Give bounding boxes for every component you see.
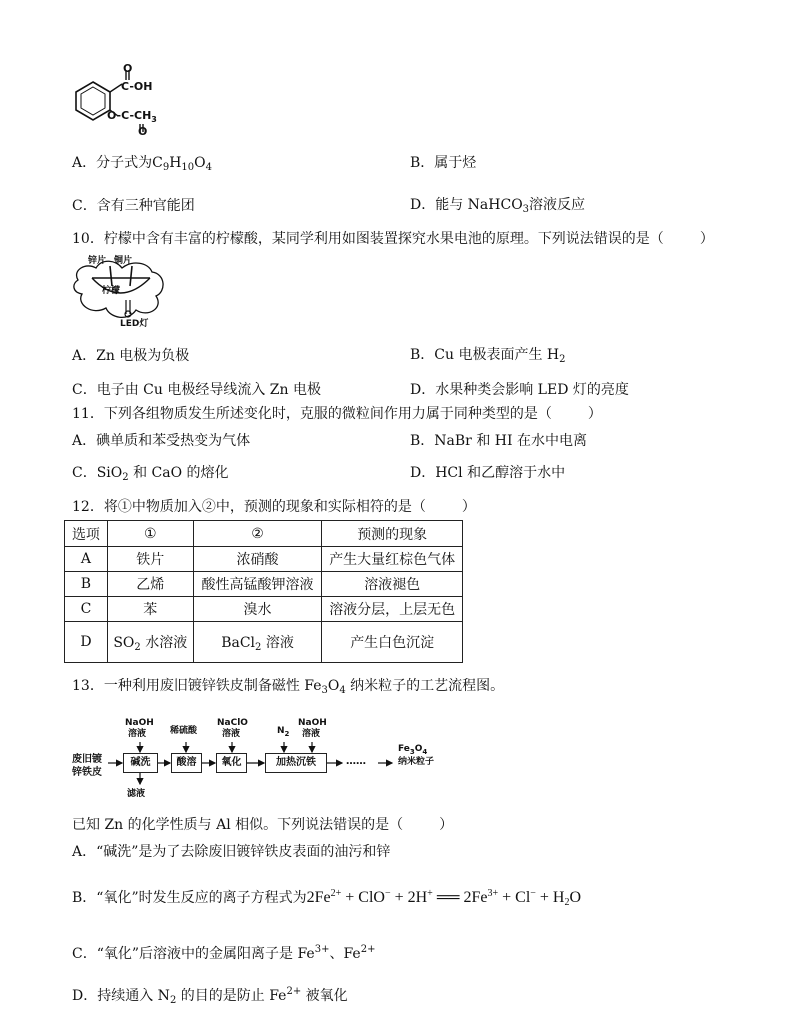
q10-option-a: A．Zn 电极为负极 <box>72 348 190 364</box>
q11-option-c <box>72 463 229 488</box>
q12-stem-end: ） <box>461 499 476 515</box>
q9-a-text: A．分子式为C <box>72 155 163 171</box>
q13-stem-text: 13．一种利用废旧镀锌铁皮制备磁性 Fe <box>72 678 322 694</box>
table-cell: 酸性高锰酸钾溶液 <box>193 572 322 597</box>
fig-lemon-label: 柠檬 <box>102 286 121 296</box>
q11-option-b: B．NaBr 和 HI 在水中电离 <box>410 433 587 449</box>
q10-stem <box>72 229 714 249</box>
q10-option-c: C．电子由 Cu 电极经导线流入 Zn 电极 <box>72 382 321 398</box>
flow-naoh2-label: NaOH <box>298 718 327 728</box>
cell-bacl2-sub: 2 <box>255 641 262 653</box>
q13-c-text: C．“氧化”后溶液中的金属阳离子是 Fe <box>72 946 315 962</box>
flow-naoh-label: NaOH <box>125 718 154 728</box>
q13-option-c <box>72 940 375 964</box>
flow-n2-sub: 2 <box>284 730 290 738</box>
table-cell: 产生白色沉淀 <box>322 622 463 663</box>
step-box-oxidation: 氧化 <box>216 753 247 773</box>
q13-c-sup1: 3+ <box>314 944 330 955</box>
cell-so2: SO <box>113 634 135 651</box>
q9-d-suffix: 溶液反应 <box>529 197 586 213</box>
eq-fe2-sup: 2+ <box>330 888 342 899</box>
process-flow-arrows <box>60 710 440 800</box>
q9-option-b: B．属于烃 <box>410 155 477 171</box>
q12-table <box>64 520 463 663</box>
table-cell: 产生大量红棕色气体 <box>322 547 463 572</box>
q9-a-sub3: 4 <box>205 162 213 173</box>
eq-o: O <box>569 889 582 906</box>
table-cell: 铁片 <box>107 547 193 572</box>
q13-d-text: D．持续通入 N <box>72 988 170 1004</box>
cell-so2-sub: 2 <box>134 641 141 653</box>
table-cell: 苯 <box>107 597 193 622</box>
table-cell: 乙烯 <box>107 572 193 597</box>
table-row <box>65 547 463 572</box>
step-box-heat-precipitate: 加热沉铁 <box>265 753 327 773</box>
q9-option-c: C．含有三种官能团 <box>72 198 195 214</box>
q13-stem-sub1: 3 <box>321 685 328 696</box>
q13-d-suffix: 被氧化 <box>301 988 348 1004</box>
q9-a-sub1: 9 <box>162 162 170 173</box>
flow-n2-text: N <box>277 726 285 736</box>
q13-d-sup: 2+ <box>286 986 302 997</box>
q13-stem <box>72 676 504 701</box>
cell-so2-suffix: 水溶液 <box>140 634 188 651</box>
flow-input-label-2: 锌铁皮 <box>72 767 102 778</box>
q9-d-sub: 3 <box>522 204 530 215</box>
q11-c-suffix: 和 CaO 的熔化 <box>128 465 229 481</box>
q11-stem <box>72 404 602 424</box>
q13-stem-o: O <box>327 678 340 694</box>
flow-product-formula <box>398 744 427 758</box>
flow-product-sub1: 3 <box>409 748 415 756</box>
table-row <box>65 622 463 663</box>
table-cell: D <box>65 622 108 663</box>
q13-b-text: B．“氧化”时发生反应的离子方程式为 <box>72 890 307 906</box>
eq-clo: + ClO <box>341 889 385 906</box>
table-row <box>65 572 463 597</box>
table-cell <box>193 622 322 663</box>
q12-stem <box>72 497 476 517</box>
q13-known-text: 已知 Zn 的化学性质与 Al 相似。下列说法错误的是（ <box>72 817 404 833</box>
flow-naclo-label: NaClO <box>217 718 248 728</box>
flow-product-o: O <box>414 744 423 754</box>
q11-c-text: C．SiO <box>72 465 123 481</box>
table-cell: 浓硝酸 <box>193 547 322 572</box>
table-row <box>65 597 463 622</box>
q13-known-end: ） <box>439 817 454 833</box>
flow-n2-label <box>277 726 289 740</box>
q10-b-sub: 2 <box>559 354 566 365</box>
q10-option-d: D．水果种类会影响 LED 灯的亮度 <box>410 382 629 398</box>
cell-bacl2-suffix: 溶液 <box>261 634 294 651</box>
q10-stem-end: ） <box>699 231 714 247</box>
table-cell <box>107 622 193 663</box>
eq-h2o: + H <box>535 889 565 906</box>
table-cell: C <box>65 597 108 622</box>
cell-bacl2: BaCl <box>221 634 256 651</box>
table-header-row <box>65 521 463 547</box>
q9-a-h: H <box>169 155 182 171</box>
q10-stem-text: 10．柠檬中含有丰富的柠檬酸，某同学利用如图装置探究水果电池的原理。下列说法错误的是（ <box>72 231 664 247</box>
flow-filtrate-label: 滤液 <box>127 789 146 799</box>
table-header: 选项 <box>65 521 108 547</box>
q9-option-d <box>410 195 585 220</box>
fig-cu-label: 铜片 <box>114 256 133 266</box>
aspirin-structure <box>66 62 176 142</box>
table-cell: 溶液分层，上层无色 <box>322 597 463 622</box>
fig-zn-label: 锌片 <box>88 256 107 266</box>
q13-option-b <box>72 884 581 913</box>
flow-naoh2-solution: 溶液 <box>302 729 321 739</box>
step-box-acid-dissolve: 酸溶 <box>171 753 202 773</box>
eq-fe3: 2Fe <box>463 889 488 906</box>
table-cell: B <box>65 572 108 597</box>
flow-product-sub2: 4 <box>422 748 428 756</box>
structure-ester-text: O-C-CH <box>107 109 152 122</box>
q13-c-mid: 、Fe <box>329 946 361 962</box>
q13-stem-suffix: 纳米粒子的工艺流程图。 <box>345 678 505 694</box>
structure-o-bottom: O <box>138 125 148 138</box>
q13-option-a: A．“碱洗”是为了去除废旧镀锌铁皮表面的油污和锌 <box>72 844 391 860</box>
q10-option-b <box>410 345 566 370</box>
eq-h-sup: + <box>427 888 433 899</box>
q9-d-text: D．能与 NaHCO <box>410 197 523 213</box>
flow-naoh-solution: 溶液 <box>128 729 147 739</box>
step-box-alkali-wash: 碱洗 <box>123 753 158 773</box>
flow-dots: …… <box>346 756 366 767</box>
table-cell: A <box>65 547 108 572</box>
eq-cl: + Cl <box>498 889 531 906</box>
q10-b-text: B．Cu 电极表面产生 H <box>410 347 560 363</box>
q13-c-sup2: 2+ <box>360 944 376 955</box>
flow-input-label-1: 废旧镀 <box>72 754 102 765</box>
structure-ester-label <box>107 109 157 124</box>
eq-h2o-sub: 2 <box>564 897 570 908</box>
flow-product-fe: Fe <box>398 744 410 754</box>
q11-option-d: D．HCl 和乙醇溶于水中 <box>410 465 566 481</box>
q9-a-o: O <box>194 155 206 171</box>
table-cell: 溶液褪色 <box>322 572 463 597</box>
table-header: ② <box>193 521 322 547</box>
eq-h: + 2H <box>390 889 428 906</box>
eq-fe3-sup: 3+ <box>487 888 499 899</box>
eq-fe2: 2Fe <box>306 889 331 906</box>
structure-cooh-label: C-OH <box>121 80 153 93</box>
q13-d-sub: 2 <box>169 995 177 1006</box>
q13-option-d <box>72 982 348 1011</box>
q13-known <box>72 815 453 835</box>
structure-o-top: O <box>123 62 133 75</box>
q11-stem-text: 11．下列各组物质发生所述变化时，克服的微粒间作用力属于同种类型的是（ <box>72 406 552 422</box>
q9-a-sub2: 10 <box>181 162 195 173</box>
q11-stem-end: ） <box>587 406 602 422</box>
q11-option-a: A．碘单质和苯受热变为气体 <box>72 433 251 449</box>
q9-option-a <box>72 153 212 178</box>
fig-led-label: LED灯 <box>120 319 149 329</box>
q13-d-mid: 的目的是防止 Fe <box>176 988 287 1004</box>
q13-stem-sub2: 4 <box>339 685 346 696</box>
table-header: 预测的现象 <box>322 521 463 547</box>
eq-equals: ══ <box>432 889 464 906</box>
flow-product-label: 纳米粒子 <box>398 757 435 767</box>
eq-clo-sup: − <box>384 888 391 899</box>
q13-b-equation <box>307 889 581 906</box>
q11-c-sub: 2 <box>122 472 129 483</box>
flow-h2so4-label: 稀硫酸 <box>170 726 198 736</box>
flow-naclo-solution: 溶液 <box>222 729 241 739</box>
q12-stem-text: 12．将①中物质加入②中，预测的现象和实际相符的是（ <box>72 499 426 515</box>
table-header: ① <box>107 521 193 547</box>
eq-cl-sup: − <box>530 888 536 899</box>
structure-ch3-sub: 3 <box>151 115 157 124</box>
table-cell: 溴水 <box>193 597 322 622</box>
